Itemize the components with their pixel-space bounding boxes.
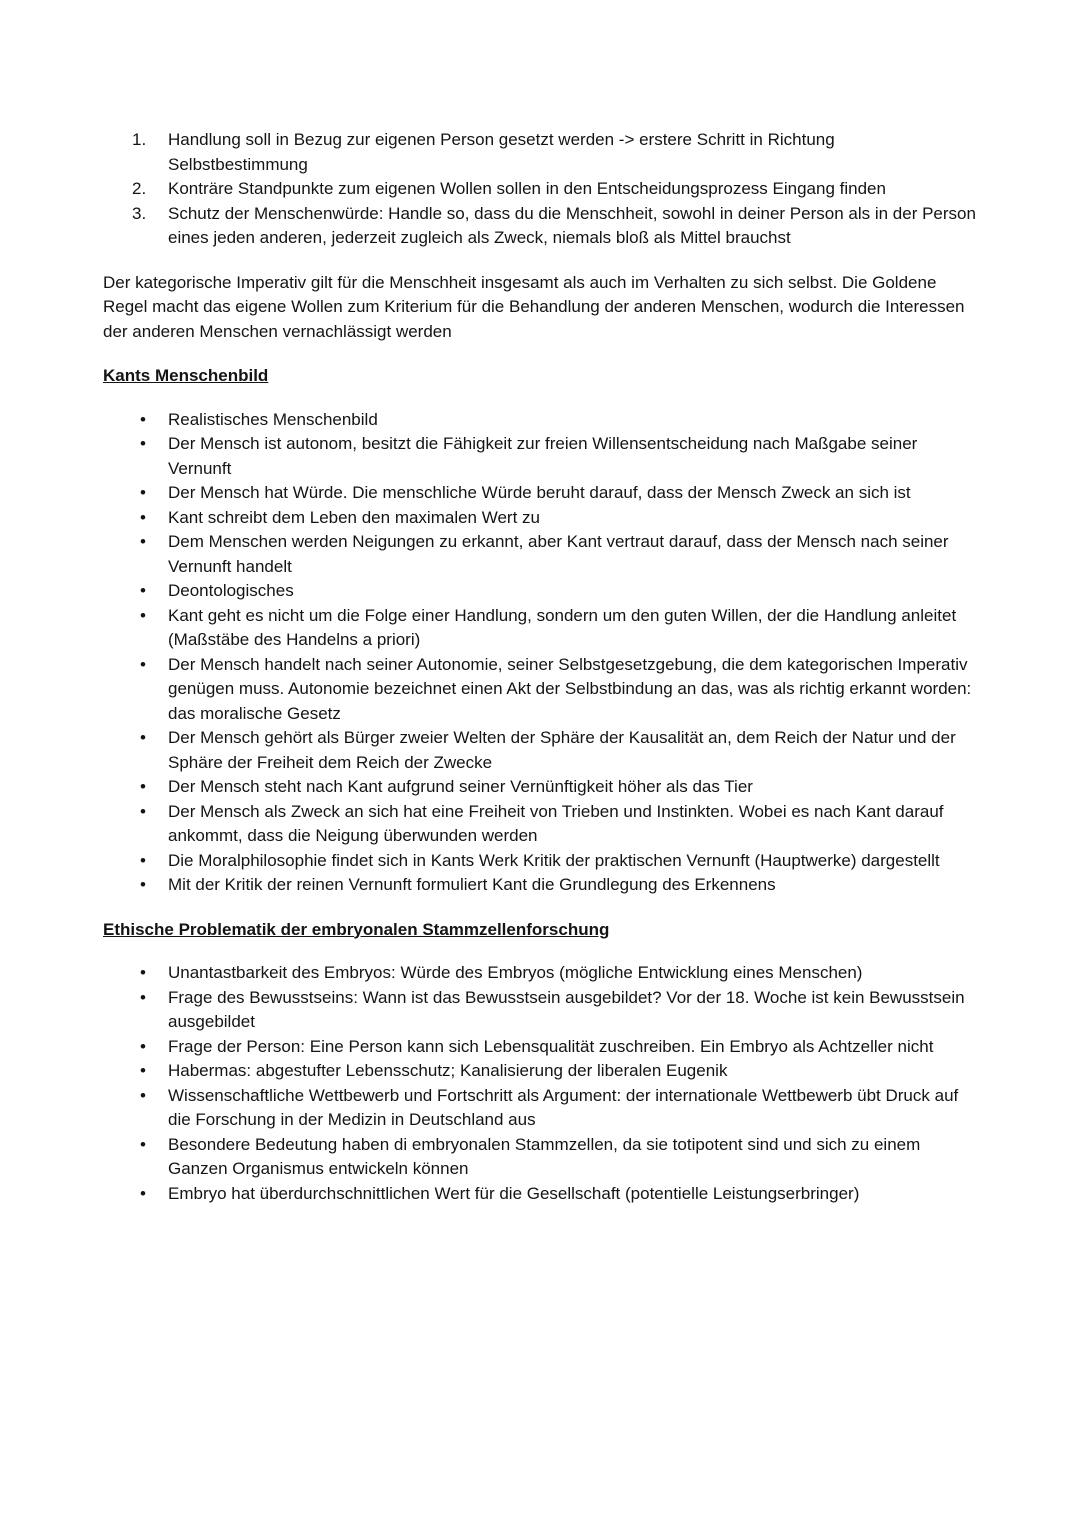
section-heading-ethische-problematik: Ethische Problematik der embryonalen Stammzellenforschung — [103, 919, 610, 939]
intro-paragraph: Der kategorische Imperativ gilt für die Menschheit insgesamt als auch im Verhalten zu sich selbst. Die Goldene Regel macht das eigene Wollen zum Kriterium für die Behandlung der anderen Menschen, wodurch die Interessen der anderen Menschen vernachlässigt werden — [103, 272, 965, 341]
bullet-item: • Dem Menschen werden Neigungen zu erkannt, aber Kant vertraut darauf, dass der Mensch nach seiner Vernunft handelt — [168, 530, 977, 579]
bullet-item: • Frage des Bewusstseins: Wann ist das Bewusstsein ausgebildet? Vor der 18. Woche ist kein Bewusstsein ausgebildet — [168, 986, 977, 1035]
bullet-list-kants-menschenbild — [103, 408, 977, 898]
section-heading-kants-menschenbild: Kants Menschenbild — [103, 366, 269, 385]
numbered-item: Schutz der Menschenwürde: Handle so, dass du die Menschheit, sowohl in deiner Person als in der Person eines jeden anderen, jederzeit zugleich als Zweck, niemals bloß als Mittel brauchst — [168, 203, 976, 247]
bullet-item: • Wissenschaftliche Wettbewerb und Fortschritt als Argument: der internationale Wettbewerb übt Druck auf die Forschung in der Medizin in Deutschland aus — [168, 1084, 977, 1133]
bullet-list-ethische-problematik — [103, 961, 977, 1206]
bullet-item: • Die Moralphilosophie findet sich in Kants Werk Kritik der praktischen Vernunft (Hauptwerke) dargestellt — [168, 849, 977, 874]
numbered-item: Konträre Standpunkte zum eigenen Wollen sollen in den Entscheidungsprozess Eingang finden — [168, 179, 886, 198]
bullet-item: • Realistisches Menschenbild — [168, 408, 977, 433]
numbered-item: Handlung soll in Bezug zur eigenen Person gesetzt werden -> erstere Schritt in Richtung Selbstbestimmung — [168, 130, 835, 174]
bullet-item: • Der Mensch handelt nach seiner Autonomie, seiner Selbstgesetzgebung, die dem kategorischen Imperativ genügen muss. Autonomie bezeichnet einen Akt der Selbstbindung an das, was als richtig erkannt worden: das moralische Gesetz — [168, 653, 977, 727]
bullet-item: • Der Mensch hat Würde. Die menschliche Würde beruht darauf, dass der Mensch Zweck an sich ist — [168, 481, 977, 506]
bullet-item: • Der Mensch ist autonom, besitzt die Fähigkeit zur freien Willensentscheidung nach Maßgabe seiner Vernunft — [168, 432, 977, 481]
bullet-item: • Unantastbarkeit des Embryos: Würde des Embryos (mögliche Entwicklung eines Menschen) — [168, 961, 977, 986]
numbered-list — [103, 128, 977, 251]
bullet-item: • Mit der Kritik der reinen Vernunft formuliert Kant die Grundlegung des Erkennens — [168, 873, 977, 898]
bullet-item: • Frage der Person: Eine Person kann sich Lebensqualität zuschreiben. Ein Embryo als Achtzeller nicht — [168, 1035, 977, 1060]
bullet-item: • Kant geht es nicht um die Folge einer Handlung, sondern um den guten Willen, der die Handlung anleitet (Maßstäbe des Handelns a priori) — [168, 604, 977, 653]
bullet-item: • Der Mensch als Zweck an sich hat eine Freiheit von Trieben und Instinkten. Wobei es nach Kant darauf ankommt, dass die Neigung überwunden werden — [168, 800, 977, 849]
bullet-item: • Kant schreibt dem Leben den maximalen Wert zu — [168, 506, 977, 531]
bullet-item: • Der Mensch steht nach Kant aufgrund seiner Vernünftigkeit höher als das Tier — [168, 775, 977, 800]
bullet-item: • Embryo hat überdurchschnittlichen Wert für die Gesellschaft (potentielle Leistungserbringer) — [168, 1182, 977, 1207]
bullet-item: • Der Mensch gehört als Bürger zweier Welten der Sphäre der Kausalität an, dem Reich der Natur und der Sphäre der Freiheit dem Reich der Zwecke — [168, 726, 977, 775]
bullet-item: • Habermas: abgestufter Lebensschutz; Kanalisierung der liberalen Eugenik — [168, 1059, 977, 1084]
bullet-item: • Deontologisches — [168, 579, 977, 604]
bullet-item: • Besondere Bedeutung haben di embryonalen Stammzellen, da sie totipotent sind und sich zu einem Ganzen Organismus entwickeln können — [168, 1133, 977, 1182]
